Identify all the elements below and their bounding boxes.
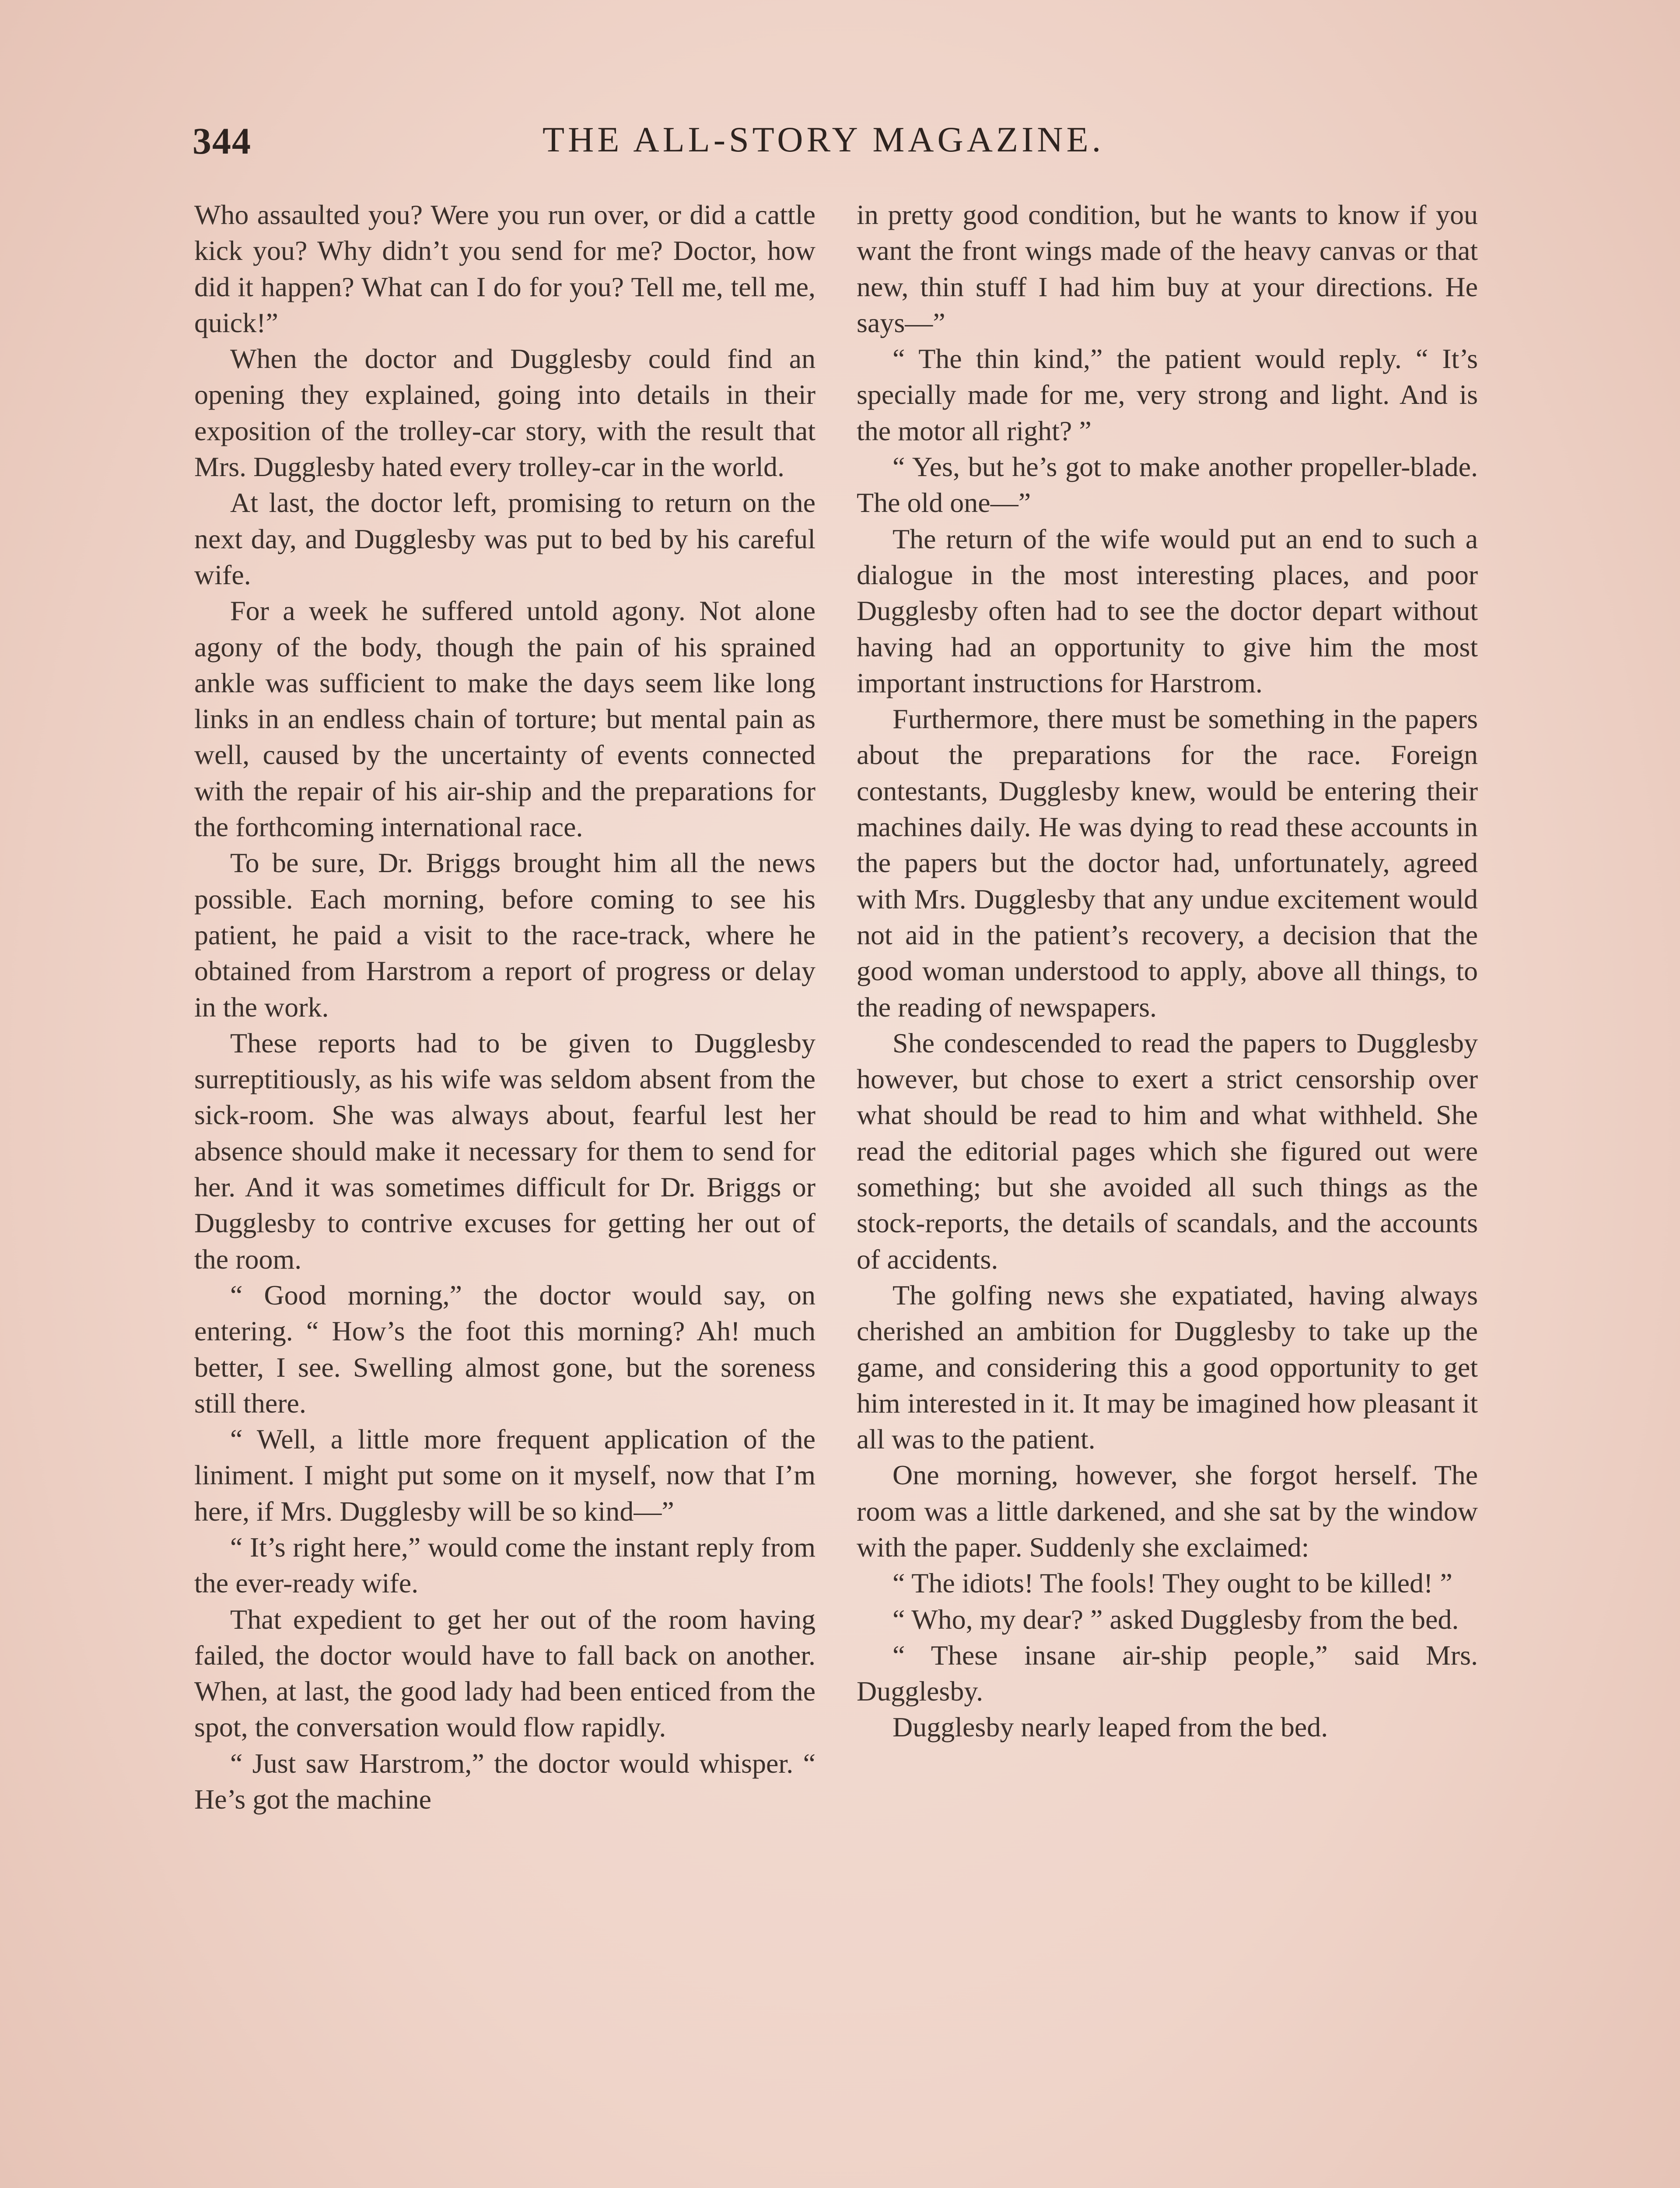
paragraph: At last, the doctor left, promising to return on the next day, and Dugglesby was put to bed by his careful wife. xyxy=(194,487,816,590)
paragraph: For a week he suffered untold agony. Not alone agony of the body, though the pain of his sprained ankle was sufficient to make the days seem like long links in an endless chain of torture; but mental pain as well, caused by the uncertainty of events connected with the repair of his air-ship and the preparations for the forthcoming international race. xyxy=(194,595,816,843)
magazine-title: THE ALL-STORY MAGAZINE. xyxy=(542,119,1105,159)
paragraph: The golfing news she expatiated, having always cherished an ambition for Dugglesby to take up the game, and considering this a good opportunity to get him interested in it. It may be imagined how pleasant it all was to the patient. xyxy=(857,1279,1478,1455)
paragraph: “ The idiots! The fools! They ought to be killed! ” xyxy=(892,1567,1452,1599)
paragraph: in pretty good condition, but he wants to know if you want the front wings made of the heavy canvas or that new, thin stuff I had him buy at your directions. He says—” xyxy=(857,199,1478,338)
paragraph: These reports had to be given to Dugglesby surreptitiously, as his wife was seldom absent from the sick-room. She was always about, fearful lest her absence should make it necessary for them to send for her. And it was sometimes difficult for Dr. Briggs or Dugglesby to contrive excuses for getting her out of the room. xyxy=(194,1027,816,1275)
paragraph: “ Well, a little more frequent application of the liniment. I might put some on it myself, now that I’m here, if Mrs. Dugglesby will be so kind—” xyxy=(194,1424,816,1527)
page-number: 344 xyxy=(192,120,252,162)
paragraph: The return of the wife would put an end to such a dialogue in the most interesting places, and poor Dugglesby often had to see the doctor depart without having had an opportunity to give him the most important instructions for Harstrom. xyxy=(857,523,1478,698)
paragraph: “ These insane air-ship people,” said Mrs. Dugglesby. xyxy=(857,1639,1478,1707)
paragraph: “ Yes, but he’s got to make another propeller-blade. The old one—” xyxy=(857,451,1478,519)
right-column xyxy=(857,197,1478,1746)
paragraph: Dugglesby nearly leaped from the bed. xyxy=(892,1711,1328,1743)
paragraph: “ The thin kind,” the patient would reply. “ It’s specially made for me, very strong and light. And is the motor all right? ” xyxy=(857,343,1478,446)
paragraph: Who assaulted you? Were you run over, or did a cattle kick you? Why didn’t you send for me? Doctor, how did it happen? What can I do for you? Tell me, tell me, quick!” xyxy=(194,199,816,338)
paragraph: She condescended to read the papers to Dugglesby however, but chose to exert a strict censorship over what should be read to him and what withheld. She read the editorial pages which she figured out were something; but she avoided all such things as the stock-reports, the details of scandals, and the accounts of accidents. xyxy=(857,1027,1478,1275)
paragraph: “ It’s right here,” would come the instant reply from the ever-ready wife. xyxy=(194,1531,816,1599)
paragraph: When the doctor and Dugglesby could find an opening they explained, going into details in their exposition of the trolley-car story, with the result that Mrs. Dugglesby hated every trolley-car in the world. xyxy=(194,343,816,483)
paragraph: Furthermore, there must be something in the papers about the preparations for the race. Foreign contestants, Dugglesby knew, would be entering their machines daily. He was dying to read these accounts in the papers but the doctor had, unfortunately, agreed with Mrs. Dugglesby that any undue excitement would not aid in the patient’s recovery, a decision that the good woman understood to apply, above all things, to the reading of newspapers. xyxy=(857,703,1478,1023)
paragraph: One morning, however, she forgot herself. The room was a little darkened, and she sat by the window with the paper. Suddenly she exclaimed: xyxy=(857,1459,1478,1563)
page-header xyxy=(192,119,1116,167)
paragraph: To be sure, Dr. Briggs brought him all the news possible. Each morning, before coming to see his patient, he paid a visit to the race-track, where he obtained from Harstrom a report of progress or delay in the work. xyxy=(194,847,816,1023)
paragraph: That expedient to get her out of the room having failed, the doctor would have to fall back on another. When, at last, the good lady had been enticed from the spot, the conversation would flow rapidly. xyxy=(194,1603,816,1743)
left-column xyxy=(194,197,816,1817)
paragraph: “ Just saw Harstrom,” the doctor would whisper. “ He’s got the machine xyxy=(194,1747,816,1815)
paragraph: “ Good morning,” the doctor would say, on entering. “ How’s the foot this morning? Ah! much better, I see. Swelling almost gone, but the soreness still there. xyxy=(194,1279,816,1419)
paragraph: “ Who, my dear? ” asked Dugglesby from the bed. xyxy=(892,1603,1459,1635)
